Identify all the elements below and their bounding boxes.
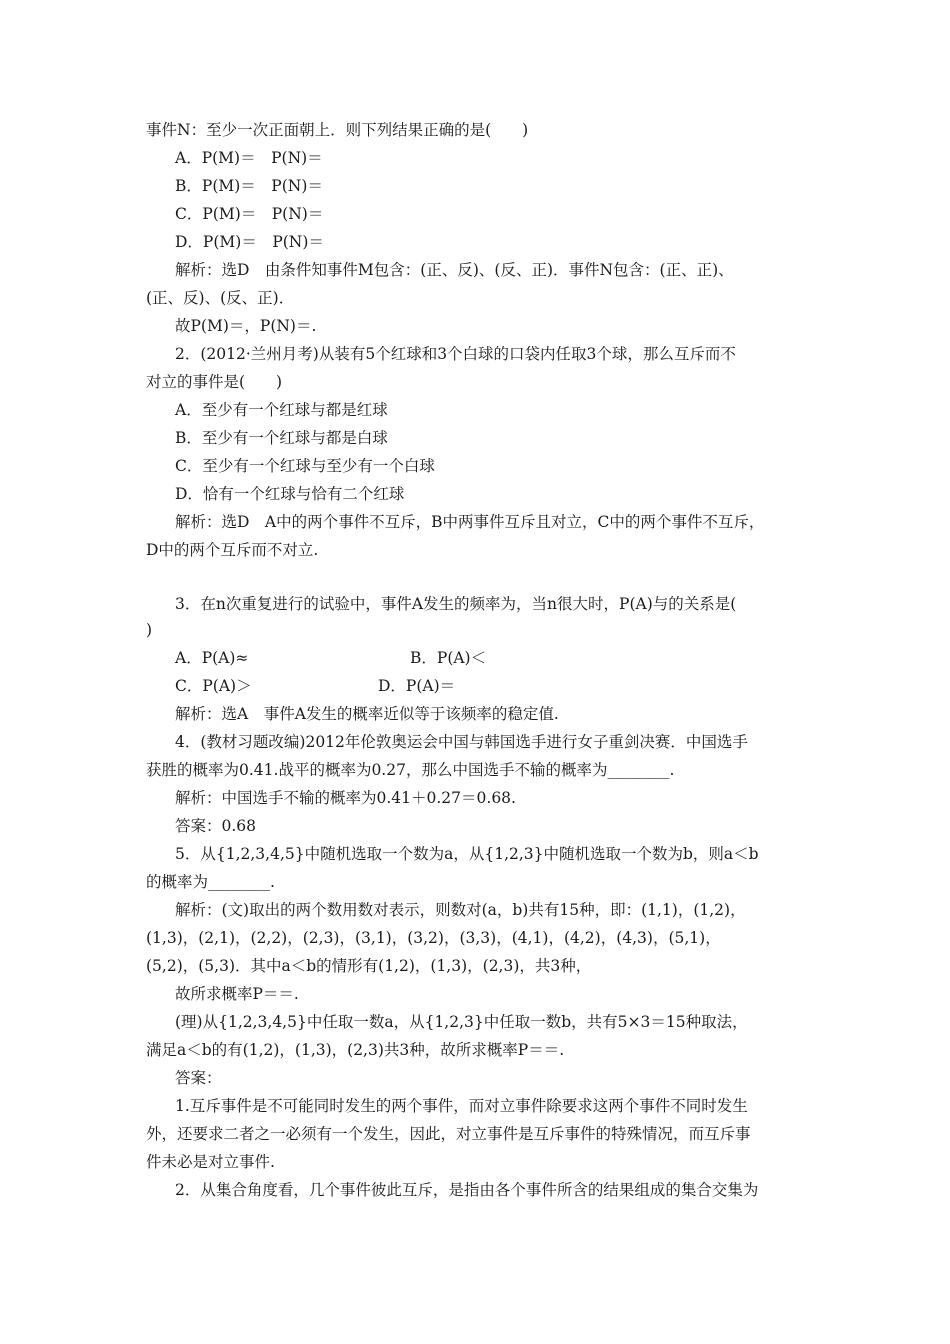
option-c: C．至少有一个红球与至少有一个白球: [175, 457, 435, 475]
text-line: 故P(M)＝，P(N)＝.: [175, 317, 317, 335]
option-d: D．P(A)＝: [378, 677, 456, 695]
text-line: 对立的事件是( ): [146, 373, 283, 391]
question-3: 3．在n次重复进行的试验中，事件A发生的频率为，当n很大时，P(A)与的关系是(: [175, 595, 737, 613]
option-d: D．恰有一个红球与恰有二个红球: [175, 485, 405, 503]
option-c: C．P(A)＞: [175, 677, 252, 695]
question-4: 4．(教材习题改编)2012年伦敦奥运会中国与韩国选手进行女子重剑决赛．中国选手: [175, 733, 748, 751]
option-b: B．至少有一个红球与都是白球: [175, 429, 388, 447]
text-line: (5,2)，(5,3)．其中a＜b的情形有(1,2)，(1,3)，(2,3)，共3种，: [146, 957, 592, 975]
text-line: D中的两个互斥而不对立.: [146, 541, 319, 559]
solution-line: 解析：选A 事件A发生的概率近似等于该频率的稳定值.: [175, 705, 559, 723]
text-line: 满足a＜b的有(1,2)，(1,3)，(2,3)共3种，故所求概率P＝＝.: [146, 1041, 565, 1059]
note-1: 1.互斥事件是不可能同时发生的两个事件，而对立事件除要求这两个事件不同时发生: [175, 1097, 748, 1115]
option-a: A．P(M)＝ P(N)＝: [175, 149, 323, 167]
question-5: 5．从{1,2,3,4,5}中随机选取一个数为a，从{1,2,3}中随机选取一个数为b，则a＜b: [175, 845, 759, 863]
text-line: 件未必是对立事件.: [146, 1153, 275, 1171]
text-line: 事件N：至少一次正面朝上．则下列结果正确的是( ): [146, 121, 529, 139]
text-line: (正、反)、(反、正)．: [146, 289, 295, 307]
solution-line: 解析：中国选手不输的概率为0.41＋0.27＝0.68.: [175, 789, 516, 807]
option-a: A．至少有一个红球与都是红球: [175, 401, 388, 419]
text-line: 外，还要求二者之一必须有一个发生，因此，对立事件是互斥事件的特殊情况，而互斥事: [146, 1125, 751, 1143]
answer-line: 答案：0.68: [175, 817, 257, 835]
note-2: 2．从集合角度看，几个事件彼此互斥，是指由各个事件所含的结果组成的集合交集为: [175, 1181, 759, 1199]
question-2: 2．(2012·兰州月考)从装有5个红球和3个白球的口袋内任取3个球，那么互斥而不: [175, 345, 736, 363]
solution-line: 解析：选D A中的两个事件不互斥，B中两事件互斥且对立，C中的两个事件不互斥，: [175, 513, 765, 531]
text-line: (1,3)，(2,1)，(2,2)，(2,3)，(3,1)，(3,2)，(3,3)，(4,1)，(4,2)，(4,3)，(5,1)，: [146, 929, 721, 947]
text-line: 获胜的概率为0.41.战平的概率为0.27，那么中国选手不输的概率为________.: [146, 761, 675, 779]
text-line: 的概率为________.: [146, 873, 275, 891]
option-d: D．P(M)＝ P(N)＝: [175, 233, 324, 251]
text-line: ): [146, 621, 153, 639]
answer-line: 答案：: [175, 1069, 222, 1087]
option-b: B．P(M)＝ P(N)＝: [175, 177, 323, 195]
solution-line: 解析：选D 由条件知事件M包含：(正、反)、(反、正)．事件N包含：(正、正)、: [175, 261, 734, 279]
text-line: 故所求概率P＝＝.: [175, 985, 299, 1003]
solution-line: 解析：(文)取出的两个数用数对表示，则数对(a，b)共有15种，即：(1,1)，(1,2)，: [175, 901, 746, 919]
option-b: B．P(A)＜: [410, 649, 487, 667]
option-a: A．P(A)≈: [175, 649, 249, 667]
text-line: (理)从{1,2,3,4,5}中任取一数a，从{1,2,3}中任取一数b，共有5×3＝15种取法，: [175, 1013, 748, 1031]
option-c: C．P(M)＝ P(N)＝: [175, 205, 324, 223]
